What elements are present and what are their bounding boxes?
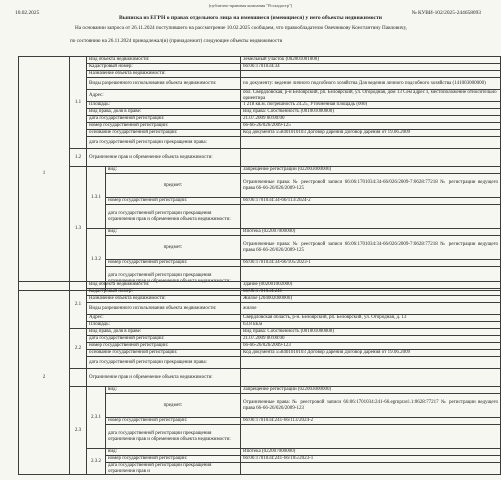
subsection-number: 2.3.1 (87, 387, 106, 449)
table-row (19, 130, 501, 137)
field-value: Ограниченные права: № реестровой записи 66:06:1701034:241-66.egrnpravi.1:0628:77217 № регистрации ведущего права 66-66-26/026/2009-123 (241, 394, 501, 418)
table-row (19, 64, 501, 71)
field-value: 21.07.2009 00:00:00 (241, 336, 501, 343)
field-value (241, 149, 501, 167)
field-value: жилое (241, 303, 501, 315)
field-label: Вид объекта недвижимости: (87, 282, 241, 289)
subsection-number: 1.3 (70, 167, 87, 291)
field-value: 66:06:1701034:241 (241, 289, 501, 296)
table-row (19, 102, 501, 109)
field-label: Кадастровый номер: (87, 289, 241, 296)
field-value: Ипотека (022007000000) (241, 449, 501, 456)
subsection-number: 2.2 (70, 329, 87, 369)
field-label: номер государственной регистрации: (87, 343, 241, 350)
field-value: Ипотека (022007000000) (241, 229, 501, 236)
field-value: Вид права: Собственность (001001000000) (241, 109, 501, 116)
field-value: Ограниченные права: № реестровой записи 66:06:1701034:34-66/026/2009-7:0628:77218 № регистрации ведущего права 66-66-26/026/2009-125 (241, 174, 501, 198)
table-row (19, 357, 501, 369)
field-value: Запрещение регистрации (022003000000) (241, 387, 501, 394)
subsection-number: 2.1 (70, 282, 87, 329)
field-label: дата государственной регистрации прекращения права: (87, 357, 241, 369)
field-value: 1 218 кв.м. погрешность 24.25, Уточненная площадь (000) (241, 102, 501, 109)
field-label: Адрес: (87, 90, 241, 102)
table-row (19, 369, 501, 387)
field-label: предмет: (106, 174, 241, 198)
field-label: номер государственной регистрации: (87, 123, 241, 130)
field-value: 66:06:1701034:241-66/105/2023-1 (241, 456, 501, 463)
field-value (241, 425, 501, 449)
field-label: Назначение объекта недвижимости: (87, 296, 241, 303)
agency-subtitle: (публично-правовая компания "Роскадастр") (208, 3, 293, 8)
table-row (19, 289, 501, 296)
table-row (19, 90, 501, 102)
table-row (19, 137, 501, 149)
field-label: дата государственной регистрации: (87, 336, 241, 343)
table-row (19, 109, 501, 116)
field-label: основание государственной регистрации: (87, 130, 241, 137)
table-row (19, 336, 501, 343)
field-value: обл. Свердловская, р-н Белоярский, рп. Белоярский, ул. Огородная, дом 13 Сем адрес з, местоположение относительно ориентира (241, 90, 501, 102)
state-line: по состоянию на 26.11.2024 принадлежал(и) (принадлежит) следующие объекты недвижимости (70, 38, 283, 44)
table-row (19, 229, 501, 236)
field-label: номер государственной регистрации: (106, 198, 241, 205)
table-row (19, 296, 501, 303)
field-value: 66:06:1701034:34-66/105/2023-1 (241, 260, 501, 267)
table-row (19, 387, 501, 394)
field-label: вид: (106, 229, 241, 236)
field-label: Вид права, доля в праве: (87, 109, 241, 116)
field-value: Земельный участок (002001001000) (241, 57, 501, 64)
field-value: 66-66-26/026/2009-125 (241, 123, 501, 130)
field-label: Кадастровый номер: (87, 64, 241, 71)
field-value: Код документа 558401010103 Договор дарения Договор дарения от 19.06.2009 (241, 350, 501, 357)
field-value: Запрещение регистрации (022003000000) (241, 167, 501, 174)
field-value (241, 71, 501, 78)
field-label: дата государственной регистрации прекращения ограничения прав и обременения объекта недвижимости: (106, 425, 241, 449)
table-row (19, 149, 501, 167)
field-label: Вид права, доля в праве: (87, 329, 241, 336)
document-date: 10.02.2025 (15, 10, 40, 16)
field-value (241, 357, 501, 369)
table-row (19, 315, 501, 322)
section-number: 1 (19, 57, 70, 291)
table-row (19, 329, 501, 336)
field-label: номер государственной регистрации: (106, 418, 241, 425)
field-label: дата государственной регистрации прекращения права: (87, 137, 241, 149)
field-value: 66-66-26/026/2009-123 (241, 343, 501, 350)
field-label: предмет: (106, 394, 241, 418)
property-table (18, 56, 501, 291)
field-value: Код документа 558401010103 Договор дарения Договор дарения от 19.06.2009 (241, 130, 501, 137)
field-value: Свердловская область, р-н. Белоярский, рп. Белоярский, ул. Огородная, д. 13 (241, 315, 501, 322)
field-label: предмет: (106, 236, 241, 260)
table-row (19, 71, 501, 78)
table-row (19, 282, 501, 289)
document-number: № КУВИ-102/2025-244658093 (411, 10, 481, 16)
field-label: дата государственной регистрации прекращения ограничения прав и (106, 463, 241, 475)
field-value (241, 137, 501, 149)
document-title: Выписка из ЕГРН о правах отдельного лица на имевшиеся (имеющиеся) у него объекты недвижимости (119, 15, 382, 21)
subsection-number: 2.3 (70, 387, 87, 475)
field-value: Ограниченные права: № реестровой записи 66:06:1701034:34-66/026/2009-7:0628:77218 № регистрации ведущего права 66-66-26/026/2009-125 (241, 236, 501, 260)
subsection-number: 1.3.1 (87, 167, 106, 229)
subsection-number (70, 369, 87, 387)
table-row (19, 116, 501, 123)
field-label: дата государственной регистрации: (87, 116, 241, 123)
table-row (19, 57, 501, 64)
field-label: вид: (106, 449, 241, 456)
subsection-number: 1.3.2 (87, 229, 106, 291)
field-value: 66:06:1701034:34-66/113/2024-2 (241, 198, 501, 205)
field-value: Здание (002001002000) (241, 282, 501, 289)
field-label: вид: (106, 387, 241, 394)
field-label: Ограничение прав и обременение объекта недвижимости: (87, 149, 241, 167)
field-label: Назначение объекта недвижимости: (87, 71, 241, 78)
field-label: Площадь: (87, 102, 241, 109)
table-row (19, 303, 501, 315)
field-value: 66:06:1701034:34 (241, 64, 501, 71)
basis-paragraph: На основании запроса от 26.11.2024 поступившего на рассмотрение 10.02.2025 сообщаем, что правообладателю Овечникову Константину Павловичу, (75, 25, 407, 31)
field-label: номер государственной регистрации: (106, 456, 241, 463)
subsection-number: 1.2 (70, 149, 87, 167)
field-value: по документу: ведение личного подсобного хозяйства Для ведения личного подсобного хозяйства (141003000000) (241, 78, 501, 90)
field-value (241, 463, 501, 475)
field-value: 21.07.2009 00:00:00 (241, 116, 501, 123)
field-value (241, 369, 501, 387)
subsection-number: 1.1 (70, 57, 87, 149)
property-table-2 (18, 281, 501, 475)
table-row (19, 123, 501, 130)
field-label: вид: (106, 167, 241, 174)
table-row (19, 449, 501, 456)
field-label: дата государственной регистрации прекращения ограничения прав и обременения объекта недвижимости: (106, 205, 241, 229)
field-value: Вид права: Собственность (001001000000) (241, 329, 501, 336)
field-label: основание государственной регистрации: (87, 350, 241, 357)
field-value: 63.8 кв.м (241, 322, 501, 329)
section-number: 2 (19, 282, 70, 475)
field-label: Виды разрешенного использования объекта недвижимости: (87, 78, 241, 90)
table-row (19, 343, 501, 350)
table-row (19, 322, 501, 329)
field-label: номер государственной регистрации: (106, 260, 241, 267)
table-row (19, 350, 501, 357)
field-label: Ограничение прав и обременение объекта недвижимости: (87, 369, 241, 387)
field-value: 66:06:1701034:241-66/113/2024-2 (241, 418, 501, 425)
field-label: Виды разрешенного использования объекта недвижимости: (87, 303, 241, 315)
field-value (241, 205, 501, 229)
table-row (19, 78, 501, 90)
field-value: Жилое (204002000000) (241, 296, 501, 303)
field-label: Площадь: (87, 322, 241, 329)
subsection-number: 2.3.2 (87, 449, 106, 475)
table-row (19, 167, 501, 174)
field-label: Адрес: (87, 315, 241, 322)
field-label: Вид объекта недвижимости: (87, 57, 241, 64)
field-label: дата государственной регистрации прекращения ограничения прав и обременения объекта недвижимости: (106, 267, 241, 291)
